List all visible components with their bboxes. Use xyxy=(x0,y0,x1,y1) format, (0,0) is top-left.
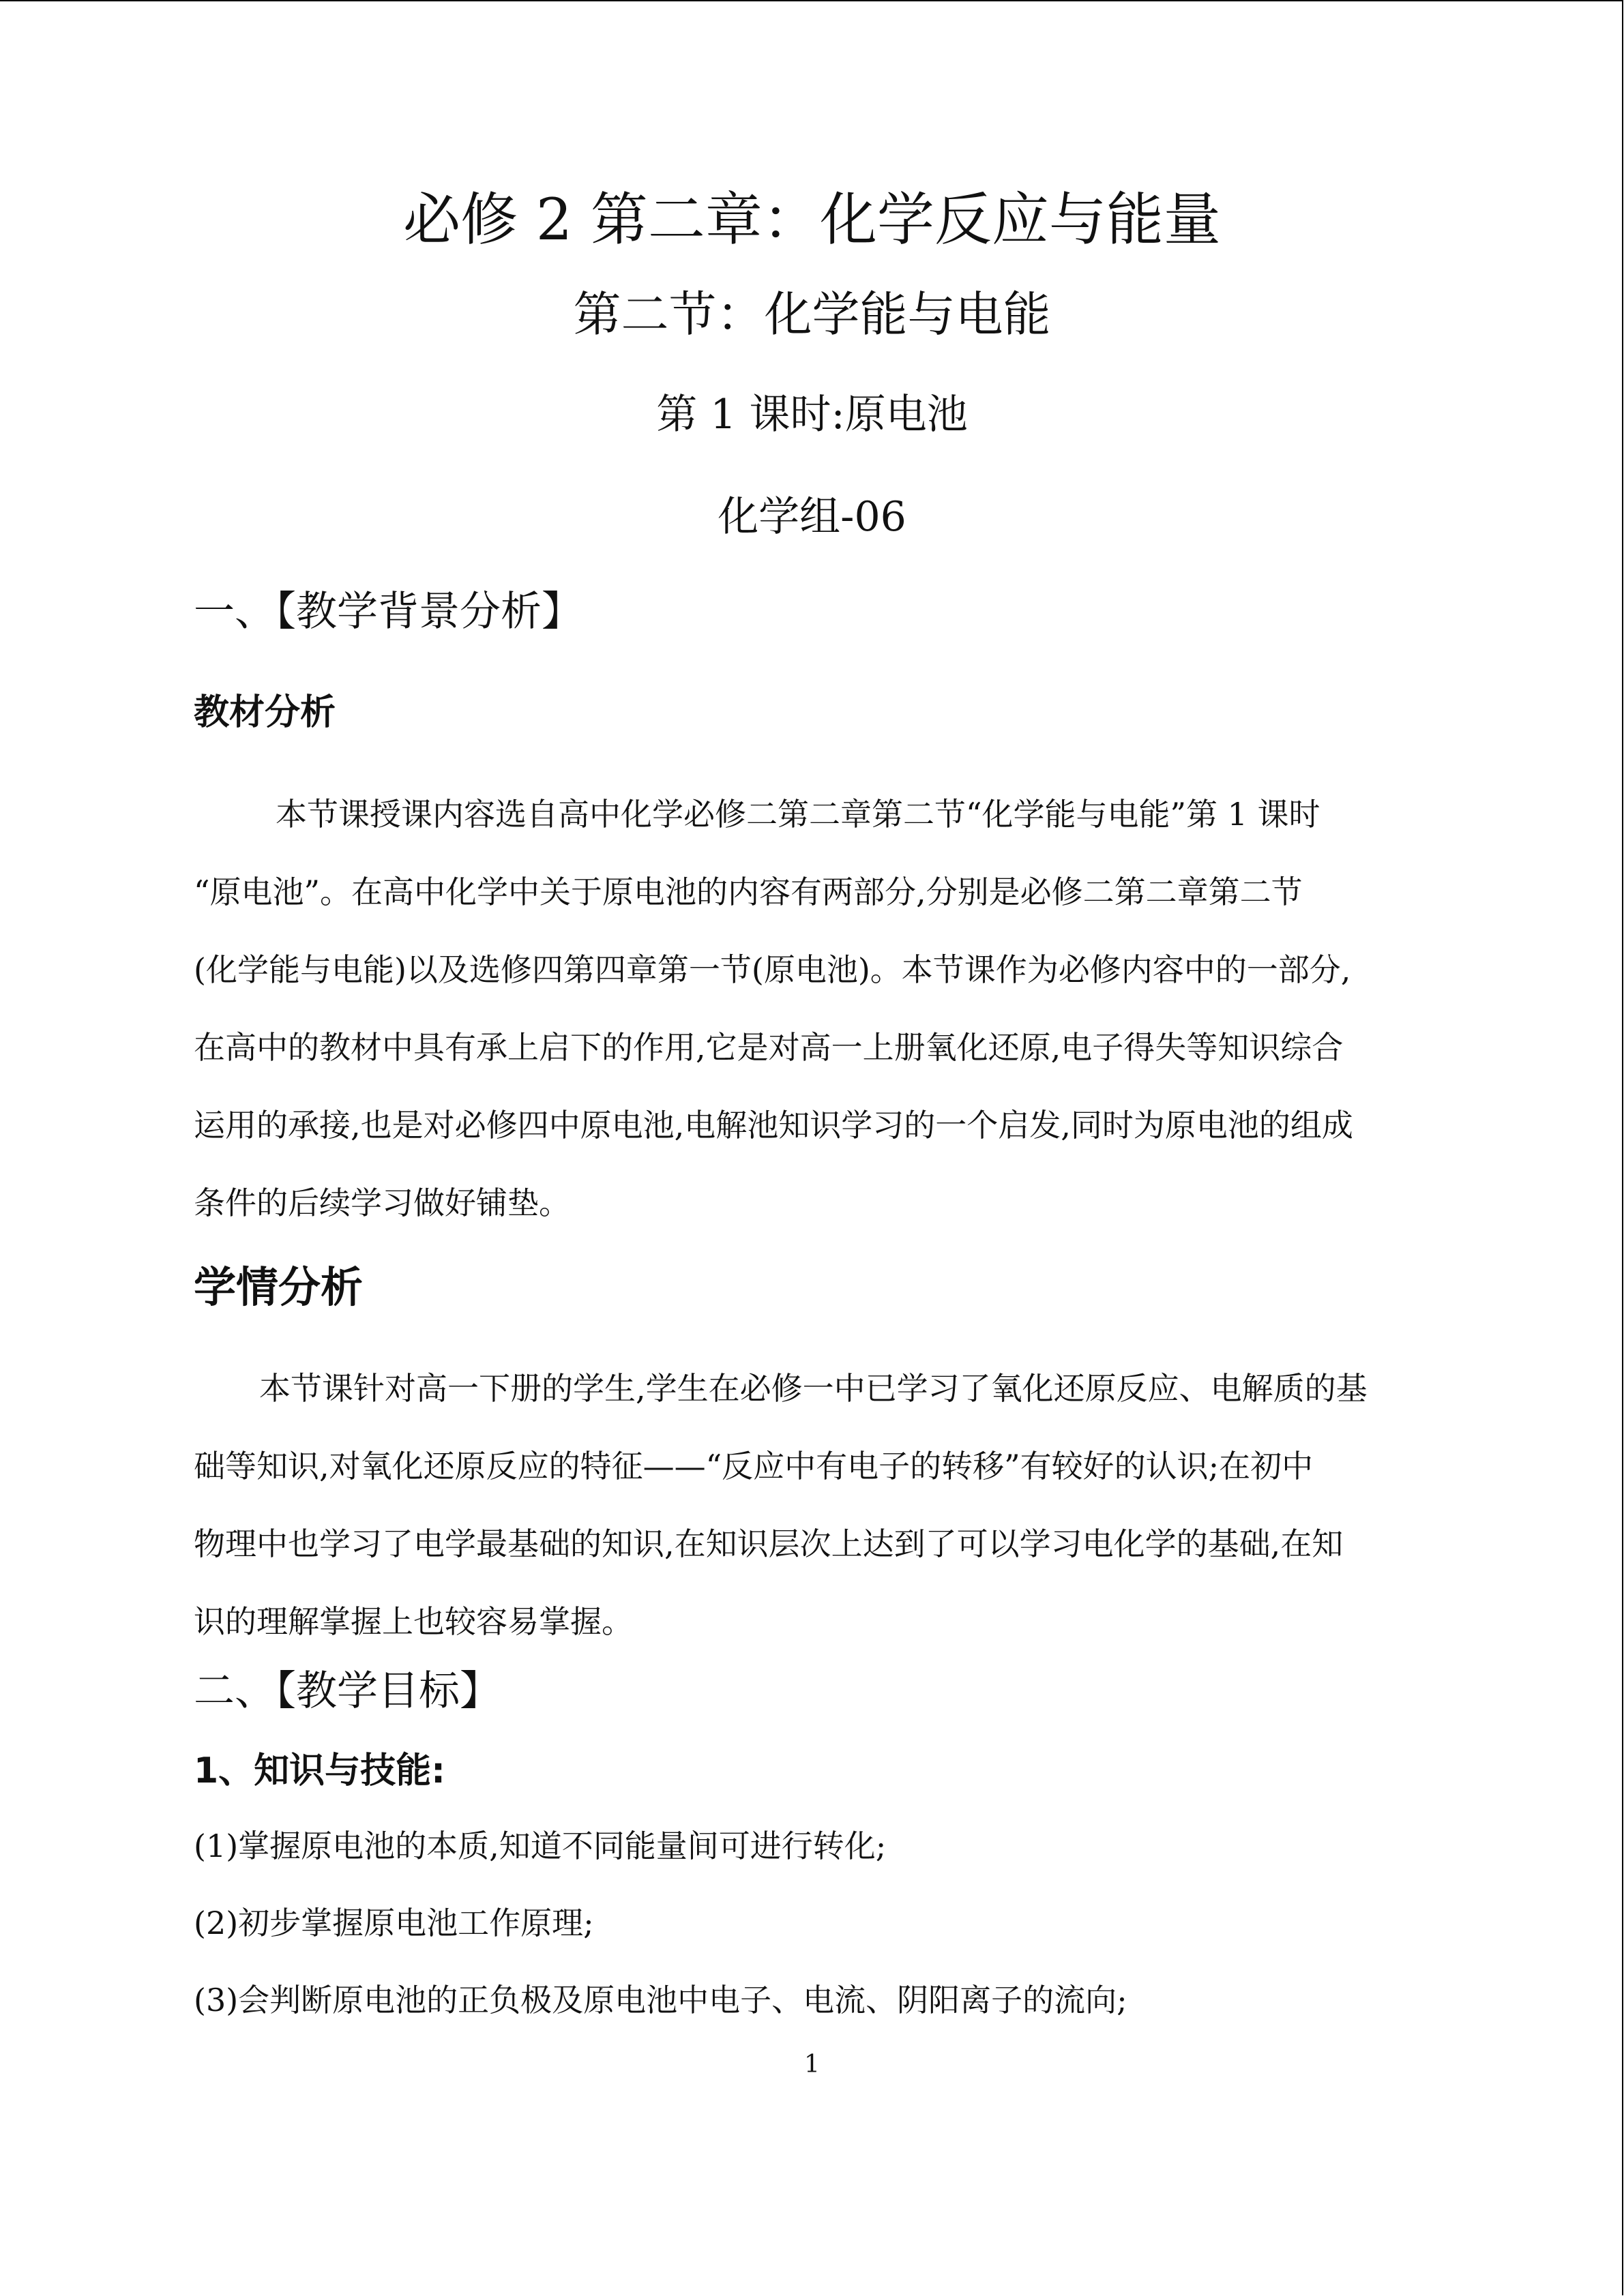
paragraph-line: “原电池”。在高中化学中关于原电池的内容有两部分,分别是必修二第二章第二节 xyxy=(194,874,1303,910)
paragraph-line: 在高中的教材中具有承上启下的作用,它是对高一上册氧化还原,电子得失等知识综合 xyxy=(194,1029,1344,1066)
paragraph-line: 础等知识,对氧化还原反应的特征——“反应中有电子的转移”有较好的认识;在初中 xyxy=(194,1448,1314,1485)
textbook-analysis-heading: 教材分析 xyxy=(194,692,336,733)
paragraph-line: 本节课针对高一下册的学生,学生在必修一中已学习了氧化还原反应、电解质的基 xyxy=(259,1370,1368,1407)
document-title: 必修 2 第二章：化学反应与能量 xyxy=(403,186,1221,253)
knowledge-skills-heading: 1、知识与技能: xyxy=(194,1750,445,1791)
objective-item: (3)会判断原电池的正负极及原电池中电子、电流、阴阳离子的流向; xyxy=(194,1982,1127,2018)
paragraph-line: 本节课授课内容选自高中化学必修二第二章第二节“化学能与电能”第 1 课时 xyxy=(276,796,1320,833)
paragraph-line: 条件的后续学习做好铺垫。 xyxy=(194,1184,570,1221)
paragraph-line: 运用的承接,也是对必修四中原电池,电解池知识学习的一个启发,同时为原电池的组成 xyxy=(194,1107,1353,1144)
student-analysis-paragraph xyxy=(194,1350,1442,1660)
lesson-title: 第 1 课时:原电池 xyxy=(656,391,968,438)
paragraph-line: (化学能与电能)以及选修四第四章第一节(原电池)。本节课作为必修内容中的一部分, xyxy=(194,951,1351,988)
group-label: 化学组-06 xyxy=(718,493,906,541)
section-subtitle: 第二节：化学能与电能 xyxy=(573,286,1051,342)
objective-item: (1)掌握原电池的本质,知道不同能量间可进行转化; xyxy=(194,1828,887,1864)
paragraph-line: 物理中也学习了电学最基础的知识,在知识层次上达到了可以学习电化学的基础,在知 xyxy=(194,1525,1344,1562)
objective-item: (2)初步掌握原电池工作原理; xyxy=(194,1905,594,1941)
student-analysis-heading: 学情分析 xyxy=(194,1262,364,1312)
section1-heading: 一、【教学背景分析】 xyxy=(194,588,582,636)
page-number: 1 xyxy=(804,2051,820,2078)
section2-heading: 二、【教学目标】 xyxy=(194,1667,501,1715)
paragraph-line: 识的理解掌握上也较容易掌握。 xyxy=(194,1603,633,1640)
textbook-analysis-paragraph xyxy=(194,775,1442,1242)
